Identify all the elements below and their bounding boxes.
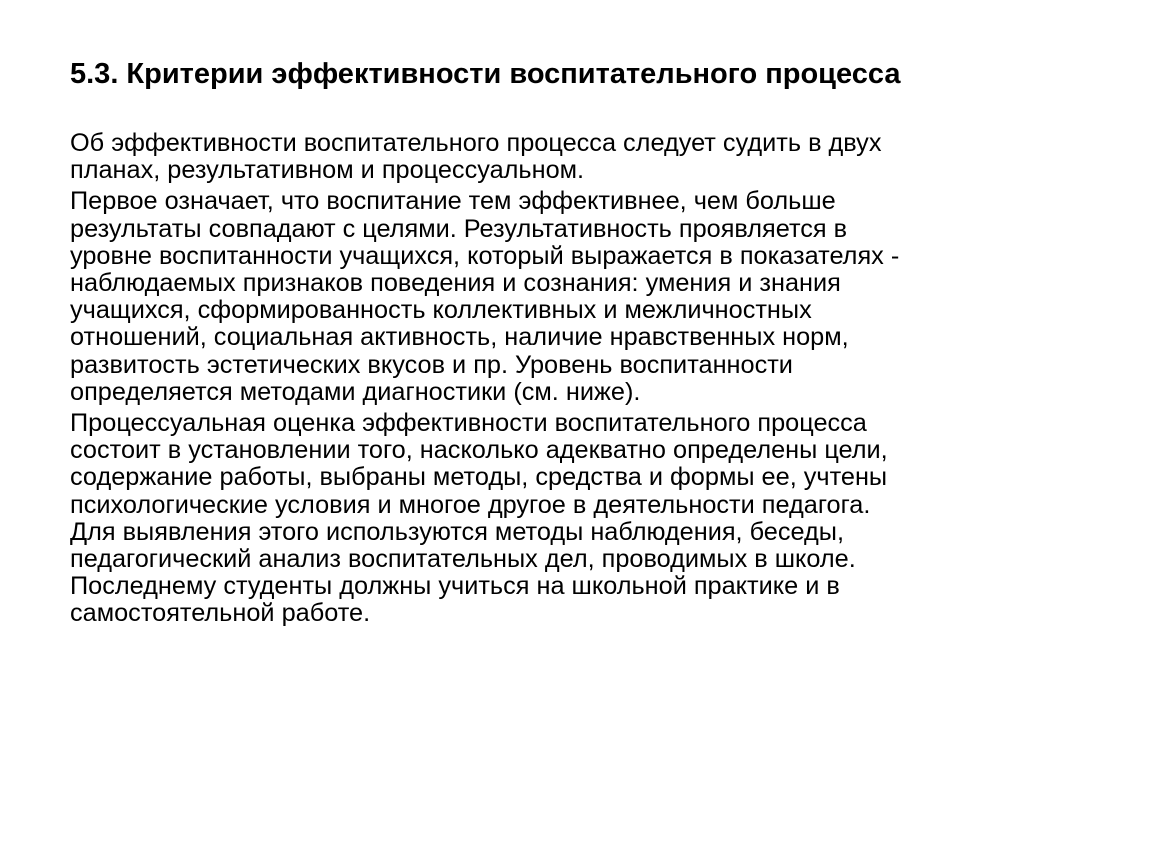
text-line: педагогический анализ воспитательных дел, проводимых в школе. (70, 545, 856, 574)
text-line: наблюдаемых признаков поведения и сознания: умения и знания (70, 269, 841, 298)
text-line: самостоятельной работе. (70, 599, 371, 628)
text-line: отношений, социальная активность, наличие нравственных норм, (70, 323, 849, 352)
text-line: Процессуальная оценка эффективности воспитательного процесса (70, 409, 867, 438)
slide-title: 5.3. Критерии эффективности воспитательного процесса (70, 58, 901, 90)
slide-body (70, 130, 1110, 632)
text-line: состоит в установлении того, насколько адекватно определены цели, (70, 436, 888, 465)
text-line: определяется методами диагностики (см. ниже). (70, 377, 641, 406)
text-line: учащихся, сформированность коллективных и межличностных (70, 296, 812, 325)
paragraph-3 (70, 410, 1110, 628)
text-line: развитость эстетических вкусов и пр. Уровень воспитанности (70, 350, 793, 379)
text-line: Последнему студенты должны учиться на школьной практике и в (70, 572, 840, 601)
paragraph-2 (70, 188, 1110, 406)
paragraph-1 (70, 130, 1110, 184)
text-line: Об эффективности воспитательного процесса следует судить в двух (70, 129, 882, 157)
text-line: содержание работы, выбраны методы, средства и формы ее, учтены (70, 463, 888, 492)
text-line: Первое означает, что воспитание тем эффективнее, чем больше (70, 187, 836, 216)
text-line: Для выявления этого используются методы наблюдения, беседы, (70, 517, 844, 546)
text-line: уровне воспитанности учащихся, который выражается в показателях - (70, 241, 900, 270)
text-line: планах, результативном и процессуальном. (70, 156, 585, 185)
text-line: результаты совпадают с целями. Результативность проявляется в (70, 214, 848, 243)
text-line: психологические условия и многое другое в деятельности педагога. (70, 490, 871, 519)
